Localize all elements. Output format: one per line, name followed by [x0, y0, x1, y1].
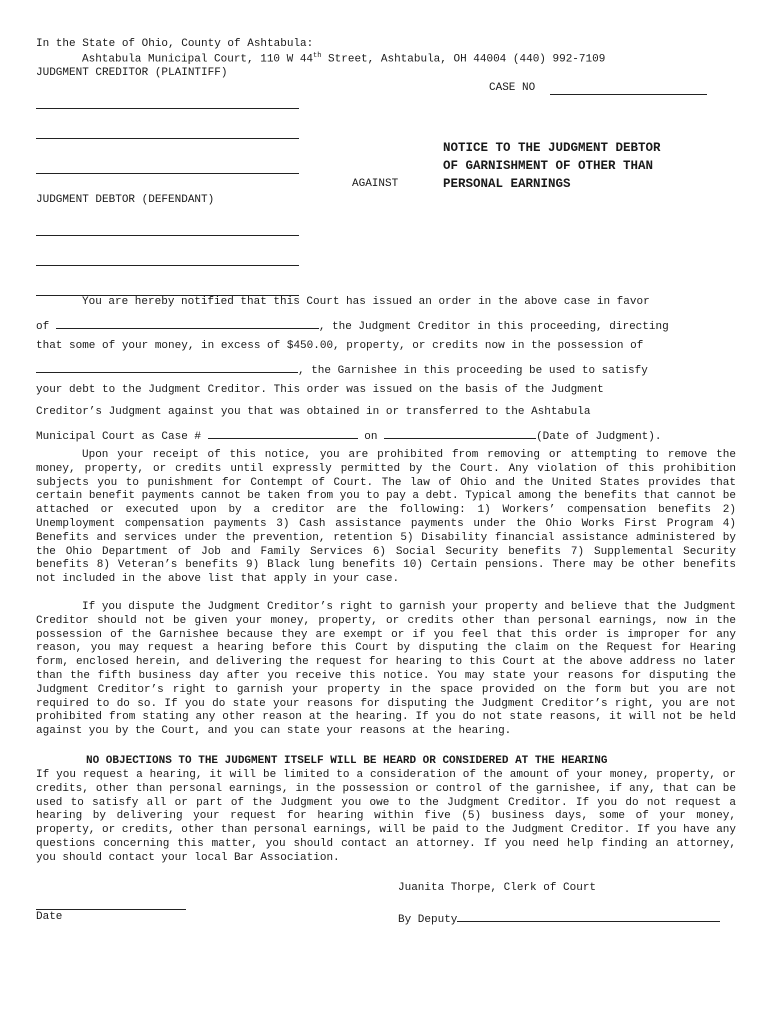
receipt-paragraph: Upon your receipt of this notice, you are prohibited from removing or attempting to remove the money, property, or credits until expressly permitted by the Court. Any violation of this prohibition subjects you to punishment for Contempt of Court. The law of Ohio and the United States provides that certain benefit payments cannot be taken from you to pay a debt. Typical among the benefits that cannot be attached or executed upon by a creditor are the following: 1) Workers’ compensation benefits 2) Unemployment compensation payments 3) Cash assistance payments under the Ohio Works First Program 4) Benefits and services under the prevention, retention 5) Disability financial assistance administered by the Ohio Department of Job and Family Services 6) Social Security benefits 7) Supplemental Security benefits 8) Veteran’s benefits 9) Black lung benefits 10) Certain pensions. There may be other benefits not included in the above list that apply in your case. [36, 449, 736, 586]
creditor-favor-field[interactable] [56, 318, 319, 329]
title-line-3: PERSONAL EARNINGS [443, 177, 571, 191]
jurisdiction-line: In the State of Ohio, County of Ashtabula: [36, 38, 314, 50]
notice-of-label: of [36, 321, 50, 333]
date-of-judgment-label: (Date of Judgment). [536, 431, 662, 443]
hearing-paragraph: If you request a hearing, it will be limited to a consideration of the amount of your money, property, or credits, other than personal earnings, in the possession or control of the garnishee, if any, that can be used to satisfy all or part of the Judgment you owe to the Judgment Creditor. If you do not request a hearing by delivering your request for hearing within five (5) business days, some of your money, property, or credits, other than personal earnings, will be paid to the Judgment Creditor. If you have any questions concerning this matter, you should contact an attorney. If you need help finding an attorney, you should contact your local Bar Association. [36, 769, 736, 864]
notice-line-2 [36, 318, 669, 333]
notice-line-7 [36, 428, 661, 443]
case-no-field[interactable] [550, 94, 707, 95]
notice-garnishee-text: , the Garnishee in this proceeding be used to satisfy [298, 365, 648, 377]
title-line-1: NOTICE TO THE JUDGMENT DEBTOR [443, 141, 661, 155]
no-objections-heading: NO OBJECTIONS TO THE JUDGMENT ITSELF WILL BE HEARD OR CONSIDERED AT THE HEARING [86, 755, 608, 767]
court-address-suffix: Street, Ashtabula, OH 44004 (440) 992-7109 [321, 53, 606, 66]
notice-line-3: that some of your money, in excess of $450.00, property, or credits now in the possession of [36, 340, 644, 352]
case-number-field[interactable] [208, 428, 358, 439]
date-signature-line[interactable] [36, 909, 186, 910]
deputy-signature-field[interactable] [457, 911, 720, 922]
creditor-name-line-3[interactable] [36, 173, 299, 174]
deputy-signature [398, 911, 720, 926]
case-number-label: Municipal Court as Case # [36, 431, 202, 443]
notice-line-4 [36, 362, 648, 377]
deputy-label: By Deputy [398, 914, 458, 926]
creditor-name-line-2[interactable] [36, 138, 299, 139]
against-label: AGAINST [352, 178, 399, 190]
debtor-name-line-1[interactable] [36, 235, 299, 236]
date-label: Date [36, 911, 63, 923]
debtor-label: JUDGMENT DEBTOR (DEFENDANT) [36, 194, 215, 206]
court-address-prefix: Ashtabula Municipal Court, 110 W 44 [82, 53, 314, 66]
dispute-paragraph: If you dispute the Judgment Creditor’s right to garnish your property and believe that the Judgment Creditor should not be given your money, property, or credits other than personal earnings, now in the possession of the Garnishee because they are exempt or if you feel that this order is improper for any reason, you may request a hearing before this Court by disputing the claim on the Request for Hearing form, enclosed herein, and delivering the request for hearing to this Court at the above address no later than the fifth business day after you receive this notice. You may state your reasons for disputing the Judgment Creditor’s right to garnish your property in the space provided on the form but you are not required to do so. If you do state your reasons for disputing the Judgment Creditor’s right, you are not prohibited from stating any other reason at the hearing. If you do not state reasons, it will not be held against you by the Court, and you can state your reasons at the hearing. [36, 601, 736, 738]
notice-line-1: You are hereby notified that this Court has issued an order in the above case in favor [82, 296, 650, 308]
notice-creditor-text: , the Judgment Creditor in this proceeding, directing [318, 321, 669, 333]
judgment-date-field[interactable] [384, 428, 536, 439]
court-address-sup: th [313, 52, 322, 60]
title-line-2: OF GARNISHMENT OF OTHER THAN [443, 159, 654, 173]
debtor-name-line-2[interactable] [36, 265, 299, 266]
clerk-name: Juanita Thorpe, Clerk of Court [398, 882, 597, 894]
notice-line-5: your debt to the Judgment Creditor. This order was issued on the basis of the Judgment [36, 384, 604, 396]
on-label: on [364, 431, 378, 443]
garnishee-field[interactable] [36, 362, 298, 373]
creditor-label: JUDGMENT CREDITOR (PLAINTIFF) [36, 67, 228, 79]
creditor-name-line-1[interactable] [36, 108, 299, 109]
notice-line-6: Creditor’s Judgment against you that was obtained in or transferred to the Ashtabula [36, 406, 591, 418]
court-address [82, 52, 605, 66]
case-no-label: CASE NO [489, 82, 536, 94]
